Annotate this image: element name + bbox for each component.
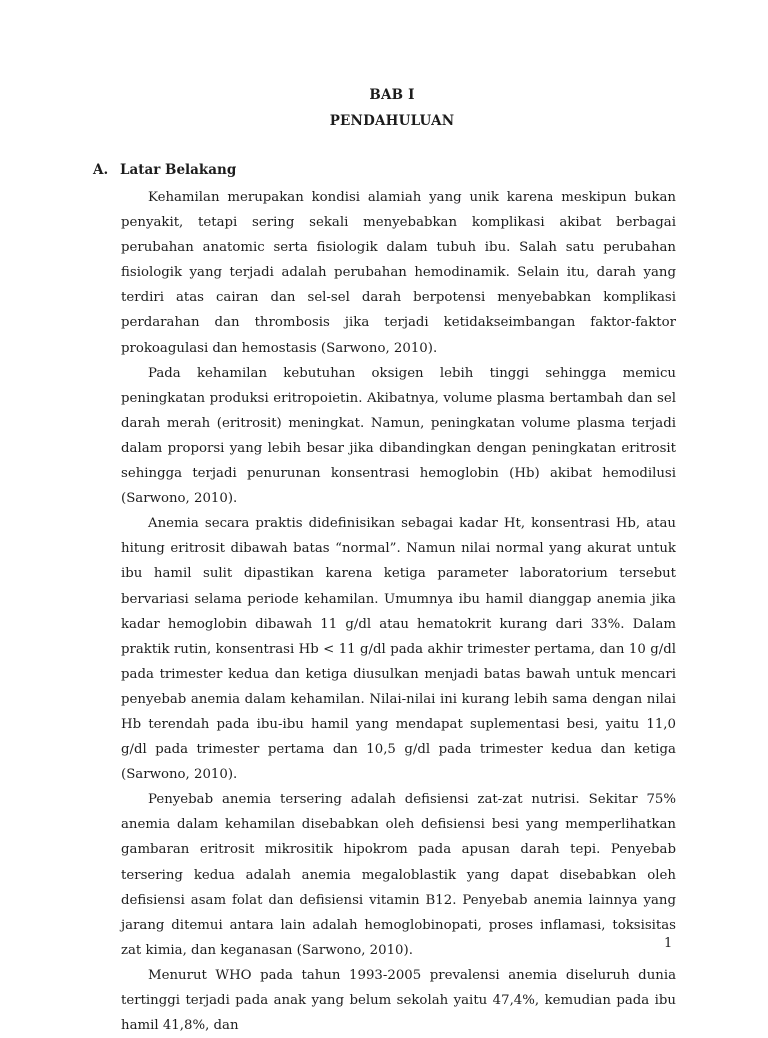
section-title: Latar Belakang bbox=[120, 162, 237, 178]
paragraph: Anemia secara praktis didefinisikan sebagai kadar Ht, konsentrasi Hb, atau hitung eritrosit dibawah batas “normal”. Namun nilai normal yang akurat untuk ibu hamil sulit dipastikan karena ketiga parameter laboratorium tersebut bervariasi selama periode kehamilan. Umumnya ibu hamil dianggap anemia jika kadar hemoglobin dibawah 11 g/dl atau hematokrit kurang dari 33%. Dalam praktik rutin, konsentrasi Hb < 11 g/dl pada akhir trimester pertama, dan 10 g/dl pada trimester kedua dan ketiga diusulkan menjadi batas bawah untuk mencari penyebab anemia dalam kehamilan. Nilai-nilai ini kurang lebih sama dengan nilai Hb terendah pada ibu-ibu hamil yang mendapat suplementasi besi, yaitu 11,0 g/dl pada trimester pertama dan 10,5 g/dl pada trimester kedua dan ketiga (Sarwono, 2010). bbox=[121, 516, 676, 783]
paragraph: Menurut WHO pada tahun 1993-2005 prevalensi anemia diseluruh dunia tertinggi terjadi pada anak yang belum sekolah yaitu 47,4%, kemudian pada ibu hamil 41,8%, dan bbox=[121, 967, 676, 1034]
body-text bbox=[121, 185, 676, 1038]
page-number: 1 bbox=[664, 936, 673, 951]
paragraph: Kehamilan merupakan kondisi alamiah yang unik karena meskipun bukan penyakit, tetapi sering sekali menyebabkan komplikasi akibat berbagai perubahan anatomic serta fisiologik dalam tubuh ibu. Salah satu perubahan fisiologik yang terjadi adalah perubahan hemodinamik. Selain itu, darah yang terdiri atas cairan dan sel-sel darah berpotensi menyebabkan komplikasi perdarahan dan thrombosis jika terjadi ketidakseimbangan faktor-faktor prokoagulasi dan hemostasis (Sarwono, 2010). bbox=[121, 190, 676, 356]
chapter-number: BAB I bbox=[369, 87, 415, 103]
section-letter: A. bbox=[93, 162, 109, 178]
paragraph: Penyebab anemia tersering adalah defisiensi zat-zat nutrisi. Sekitar 75% anemia dalam kehamilan disebabkan oleh defisiensi besi yang memperlihatkan gambaran eritrosit mikrositik hipokrom pada apusan darah tepi. Penyebab tersering kedua adalah anemia megaloblastik yang dapat disebabkan oleh defisiensi asam folat dan defisiensi vitamin B12. Penyebab anemia lainnya yang jarang ditemui antara lain adalah hemoglobinopati, proses inflamasi, toksisitas zat kimia, dan keganasan (Sarwono, 2010). bbox=[121, 792, 676, 958]
chapter-title: PENDAHULUAN bbox=[329, 113, 455, 129]
section-heading bbox=[93, 162, 236, 178]
paragraph: Pada kehamilan kebutuhan oksigen lebih tinggi sehingga memicu peningkatan produksi eritropoietin. Akibatnya, volume plasma bertambah dan sel darah merah (eritrosit) meningkat. Namun, peningkatan volume plasma terjadi dalam proporsi yang lebih besar jika dibandingkan dengan peningkatan eritrosit sehingga terjadi penurunan konsentrasi hemoglobin (Hb) akibat hemodilusi (Sarwono, 2010). bbox=[121, 365, 676, 507]
